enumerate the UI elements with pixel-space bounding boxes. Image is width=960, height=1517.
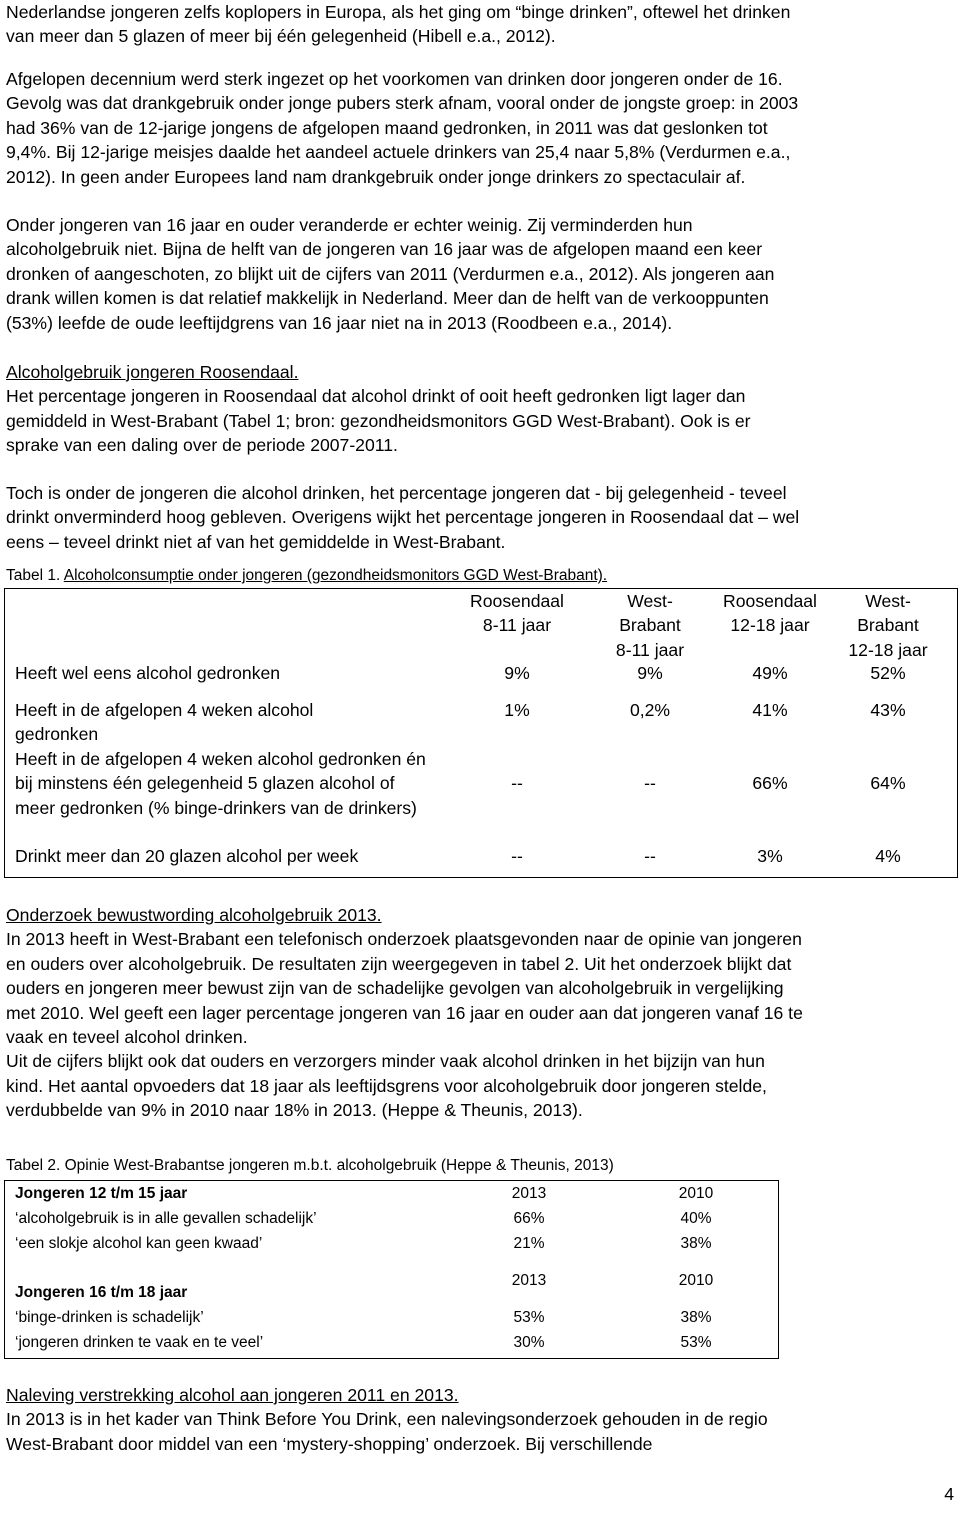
row-label: ‘binge-drinken is schadelijk’: [15, 1309, 204, 1326]
year-header: 2013: [511, 1185, 547, 1202]
paragraph-binge-drinken: [6, 0, 956, 49]
row-label: Heeft in de afgelopen 4 weken alcohol gedronken én bij minstens één gelegenheid 5 glazen alcohol of meer gedronken (% binge-drinkers van de drinkers): [15, 749, 426, 818]
table-cell: 66%: [752, 773, 788, 793]
text-line: drinkt onverminderd hoog gebleven. Overigens wijkt het percentage jongeren in Roosendaal dat – wel: [6, 507, 800, 528]
text-line: had 36% van de 12-jarige jongens de afgelopen maand gedronken, in 2011 was dat geslonken tot: [6, 117, 768, 138]
table-cell: 43%: [870, 700, 906, 720]
table-cell: 21%: [513, 1235, 545, 1252]
text-line: sprake van een daling over de periode 2007-2011.: [6, 435, 398, 456]
table-cell: 49%: [752, 663, 788, 683]
table-cell: 41%: [752, 700, 788, 720]
text-line: eens – teveel drinkt niet af van het gemiddelde in West-Brabant.: [6, 531, 506, 552]
table-cell: 52%: [870, 663, 906, 683]
text-line: Toch is onder de jongeren die alcohol drinken, het percentage jongeren dat - bij gelegenheid - teveel: [6, 483, 787, 503]
text-line: Nederlandse jongeren zelfs koplopers in Europa, als het ging om “binge drinken”, oftewel het drinken: [6, 2, 791, 22]
table-cell: 0,2%: [629, 700, 671, 720]
text-line: Gevolg was dat drankgebruik onder jonge pubers sterk afnam, vooral onder de jongste groep: in 2003: [6, 93, 799, 114]
column-header: West- Brabant 8-11 jaar: [615, 591, 685, 660]
text-line: Onder jongeren van 16 jaar en ouder veranderde er echter weinig. Zij verminderden hun: [6, 215, 693, 235]
row-label: ‘jongeren drinken te vaak en te veel’: [15, 1334, 264, 1351]
text-line: verdubbelde van 9% in 2010 naar 18% in 2013. (Heppe & Theunis, 2013).: [6, 1100, 583, 1121]
table-cell: 38%: [680, 1235, 712, 1252]
table-cell: 9%: [637, 663, 663, 683]
table-cell: 64%: [870, 773, 906, 793]
text-line: en ouders over alcoholgebruik. De resultaten zijn weergegeven in tabel 2. Uit het onderzoek blijkt dat: [6, 953, 792, 974]
text-line: Afgelopen decennium werd sterk ingezet op het voorkomen van drinken door jongeren onder de 16.: [6, 69, 783, 89]
table-cell: 53%: [680, 1334, 712, 1351]
section-roosendaal: [6, 360, 956, 458]
table-cell: 4%: [875, 846, 901, 866]
group-title: Jongeren 12 t/m 15 jaar: [15, 1185, 188, 1202]
section-heading: Naleving verstrekking alcohol aan jongeren 2011 en 2013.: [6, 1385, 459, 1405]
section-naleving: [6, 1383, 956, 1456]
table-cell: 3%: [757, 846, 783, 866]
section-bewustwording: [6, 903, 956, 1123]
text-line: 9,4%. Bij 12-jarige meisjes daalde het aandeel actuele drinkers van 25,4 naar 5,8% (Verdurmen e.a.,: [6, 142, 791, 163]
table1-caption: Tabel 1. Alcoholconsumptie onder jongeren (gezondheidsmonitors GGD West-Brabant).: [6, 567, 608, 584]
text-line: In 2013 heeft in West-Brabant een telefonisch onderzoek plaatsgevonden naar de opinie van jongeren: [6, 929, 802, 950]
year-header: 2010: [678, 1185, 714, 1202]
table-alcoholconsumptie: [4, 588, 958, 878]
text-line: Het percentage jongeren in Roosendaal dat alcohol drinkt of ooit heeft gedronken ligt lager dan: [6, 386, 746, 407]
text-line: Uit de cijfers blijkt ook dat ouders en verzorgers minder vaak alcohol drinken in het bijzijn van hun: [6, 1051, 765, 1072]
text-line: ouders en jongeren meer bewust zijn van de schadelijke gevolgen van alcoholgebruik in vergelijking: [6, 978, 784, 999]
paragraph-teveel: [6, 481, 956, 554]
text-line: In 2013 is in het kader van Think Before You Drink, een nalevingsonderzoek gehouden in de regio: [6, 1409, 768, 1430]
row-label: ‘een slokje alcohol kan geen kwaad’: [15, 1235, 263, 1252]
section-heading: Onderzoek bewustwording alcoholgebruik 2013.: [6, 905, 382, 925]
text-line: 2012). In geen ander Europees land nam drankgebruik onder jonge drinkers zo spectaculair af.: [6, 166, 746, 187]
table2-caption: Tabel 2. Opinie West-Brabantse jongeren m.b.t. alcoholgebruik (Heppe & Theunis, 2013): [6, 1157, 614, 1174]
text-line: kind. Het aantal opvoeders dat 18 jaar als leeftijdsgrens voor alcoholgebruik door jongeren stelde,: [6, 1075, 767, 1096]
table-cell: --: [511, 846, 523, 866]
row-label: Heeft in de afgelopen 4 weken alcohol gedronken: [15, 700, 314, 745]
page-number: 4: [944, 1484, 954, 1504]
text-line: West-Brabant door middel van een ‘mystery-shopping’ onderzoek. Bij verschillende: [6, 1433, 653, 1454]
table-cell: 1%: [504, 700, 530, 720]
row-label: Drinkt meer dan 20 glazen alcohol per week: [15, 846, 359, 866]
row-label: ‘alcoholgebruik is in alle gevallen schadelijk’: [15, 1210, 317, 1227]
text-line: alcoholgebruik niet. Bijna de helft van de jongeren van 16 jaar was de afgelopen maand een keer: [6, 239, 763, 260]
table-cell: 9%: [504, 663, 530, 683]
text-line: gemiddeld in West-Brabant (Tabel 1; bron: gezondheidsmonitors GGD West-Brabant). Ook is er: [6, 410, 751, 431]
table-cell: --: [644, 846, 656, 866]
paragraph-decennium: [6, 67, 956, 189]
table-cell: 30%: [513, 1334, 545, 1351]
table-cell: --: [511, 773, 523, 793]
text-line: drank willen komen is dat relatief makkelijk in Nederland. Meer dan de helft van de verkooppunten: [6, 288, 769, 309]
table-cell: 53%: [513, 1309, 545, 1326]
row-label: Heeft wel eens alcohol gedronken: [15, 663, 281, 683]
table-cell: 66%: [513, 1210, 545, 1227]
table-cell: 38%: [680, 1309, 712, 1326]
table-cell: 40%: [680, 1210, 712, 1227]
table-cell: --: [644, 773, 656, 793]
text-line: (53%) leefde de oude leeftijdgrens van 16 jaar niet na in 2013 (Roodbeen e.a., 2014).: [6, 312, 673, 333]
group-title: Jongeren 16 t/m 18 jaar: [15, 1284, 188, 1301]
text-line: met 2010. Wel geeft een lager percentage jongeren van 16 jaar en ouder aan dat jongeren vanaf 16 te: [6, 1002, 803, 1023]
year-header: 2013: [511, 1272, 547, 1289]
column-header: West- Brabant 12-18 jaar: [848, 591, 928, 660]
text-line: van meer dan 5 glazen of meer bij één gelegenheid (Hibell e.a., 2012).: [6, 26, 556, 47]
text-line: dronken of aangeschoten, zo blijkt uit de cijfers van 2011 (Verdurmen e.a., 2012). Als jongeren aan: [6, 263, 775, 284]
text-line: vaak en teveel alcohol drinken.: [6, 1027, 248, 1048]
table-opinie: [4, 1180, 779, 1359]
year-header: 2010: [678, 1272, 714, 1289]
section-heading: Alcoholgebruik jongeren Roosendaal.: [6, 362, 299, 382]
paragraph-16-jaar: [6, 213, 956, 335]
column-header: Roosendaal 12-18 jaar: [723, 591, 817, 636]
column-header: Roosendaal 8-11 jaar: [470, 591, 564, 636]
